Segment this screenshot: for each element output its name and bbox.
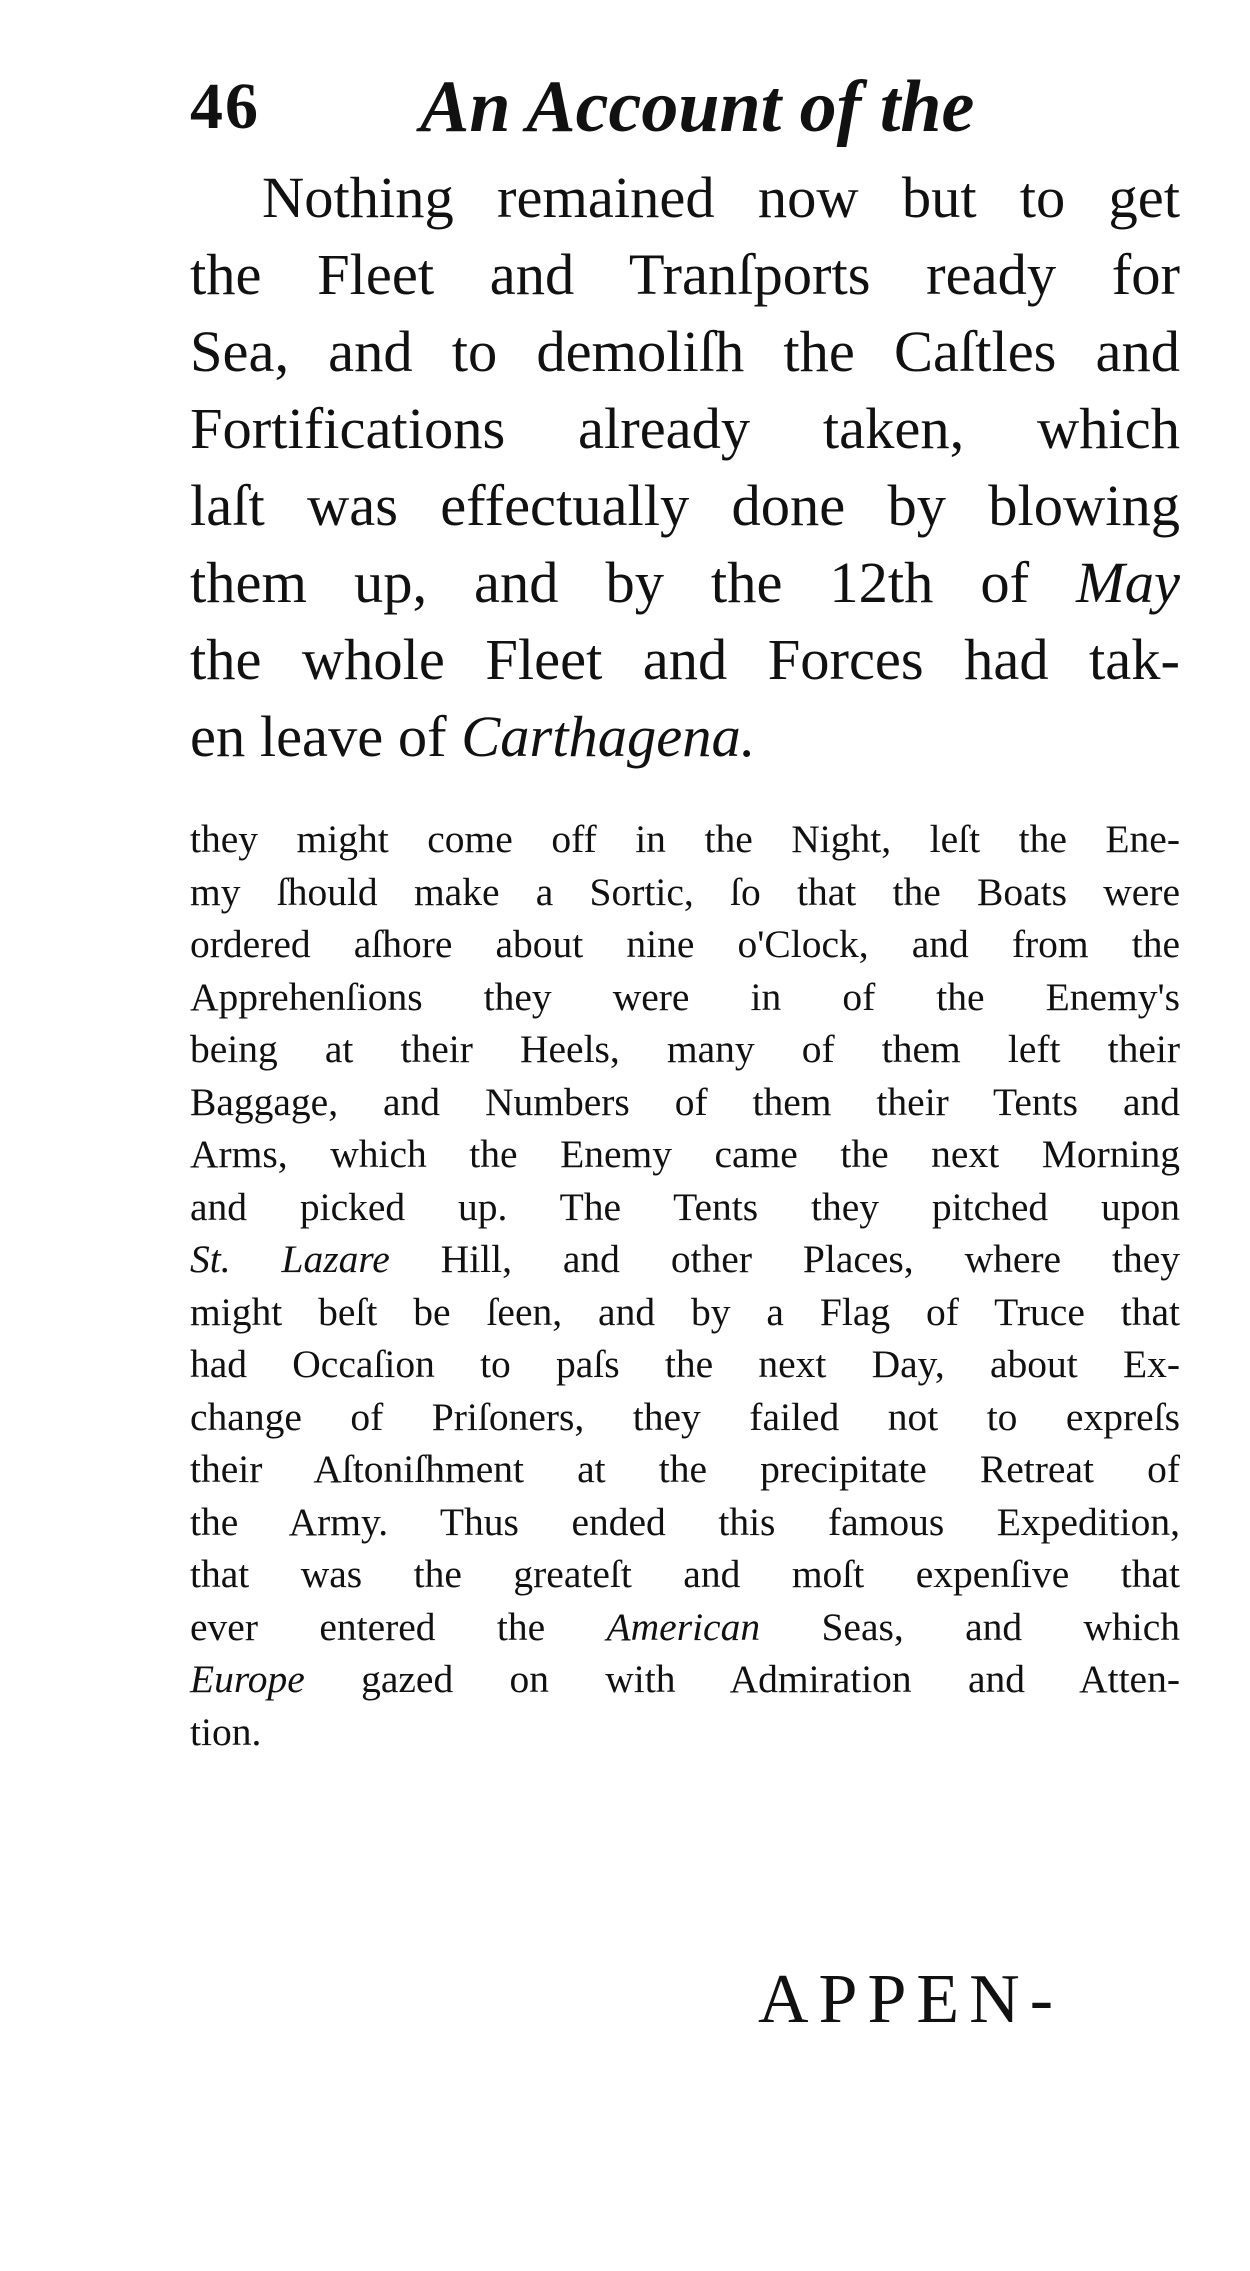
text-line xyxy=(190,1128,1180,1180)
text-segment: Sea, and to demoliſh the Caſtles and xyxy=(190,319,1180,384)
text-segment: Carthagena. xyxy=(461,704,756,769)
text-line xyxy=(190,1653,1180,1705)
text-segment: my ſhould make a Sortic, ſo that the Boats were xyxy=(190,869,1180,914)
text-segment: had Occaſion to paſs the next Day, about Ex- xyxy=(190,1342,1180,1386)
text-segment: their Aſtoniſhment at the precipitate Retreat of xyxy=(190,1447,1180,1491)
text-line xyxy=(190,622,1180,698)
text-segment: Hill, and other Places, where they xyxy=(389,1237,1180,1281)
text-line xyxy=(190,1601,1180,1653)
running-header xyxy=(190,62,1170,152)
text-line xyxy=(190,1496,1180,1548)
text-segment: Fortifications already taken, which xyxy=(190,396,1180,461)
text-segment: May xyxy=(1076,550,1180,615)
text-segment: Apprehenſions they were in of the Enemy's xyxy=(190,974,1180,1019)
text-line xyxy=(190,237,1180,313)
text-line xyxy=(190,1338,1180,1390)
text-line xyxy=(190,545,1180,621)
text-segment: en leave of xyxy=(190,704,462,769)
text-line xyxy=(190,813,1180,865)
text-segment: ever entered the xyxy=(190,1604,607,1649)
text-line xyxy=(190,1443,1180,1495)
text-segment: they might come off in the Night, leſt the Ene- xyxy=(190,817,1180,861)
text-segment: that was the greateſt and moſt expenſive that xyxy=(190,1552,1180,1596)
text-segment: St. Lazare xyxy=(190,1237,390,1281)
text-segment: ordered aſhore about nine o'Clock, and from the xyxy=(190,922,1180,966)
text-segment: Europe xyxy=(190,1657,305,1701)
text-line xyxy=(262,160,1180,236)
text-segment: the Fleet and Tranſports ready for xyxy=(190,242,1180,307)
text-segment: being at their Heels, many of them left their xyxy=(190,1027,1180,1071)
text-segment: Baggage, and Numbers of them their Tents and xyxy=(190,1079,1180,1124)
text-line xyxy=(190,1233,1180,1285)
text-line xyxy=(190,468,1180,544)
text-line xyxy=(190,918,1180,970)
page-number: 46 xyxy=(190,70,260,143)
text-segment: American xyxy=(606,1604,761,1649)
text-segment: Seas, and which xyxy=(760,1604,1180,1649)
text-line xyxy=(190,1391,1180,1443)
text-line xyxy=(190,1181,1180,1233)
text-segment: and picked up. The Tents they pitched upon xyxy=(190,1184,1180,1229)
text-line xyxy=(190,1286,1180,1338)
text-line xyxy=(190,391,1180,467)
text-segment: them up, and by the 12th of xyxy=(190,550,1077,615)
text-segment: might beſt be ſeen, and by a Flag of Truce that xyxy=(190,1289,1180,1334)
text-line xyxy=(190,971,1180,1023)
text-line xyxy=(190,1023,1180,1075)
text-segment: gazed on with Admiration and Atten- xyxy=(304,1657,1180,1701)
text-line xyxy=(190,1548,1180,1600)
text-segment: laſt was effectually done by blowing xyxy=(190,473,1180,538)
text-segment: the whole Fleet and Forces had tak- xyxy=(190,627,1180,692)
text-segment: Arms, which the Enemy came the next Morning xyxy=(190,1132,1180,1176)
text-segment: Nothing remained now but to get xyxy=(262,165,1180,230)
text-line xyxy=(190,699,1180,775)
text-segment: change of Priſoners, they failed not to expreſs xyxy=(190,1394,1180,1439)
running-title: An Account of the xyxy=(420,66,975,148)
text-line xyxy=(190,1706,1180,1758)
text-segment: the Army. Thus ended this famous Expedition, xyxy=(190,1499,1180,1544)
text-line xyxy=(190,866,1180,918)
catchword: APPEN- xyxy=(758,1961,1064,2038)
text-line xyxy=(190,314,1180,390)
text-line xyxy=(190,1076,1180,1128)
text-segment: tion. xyxy=(190,1709,262,1754)
